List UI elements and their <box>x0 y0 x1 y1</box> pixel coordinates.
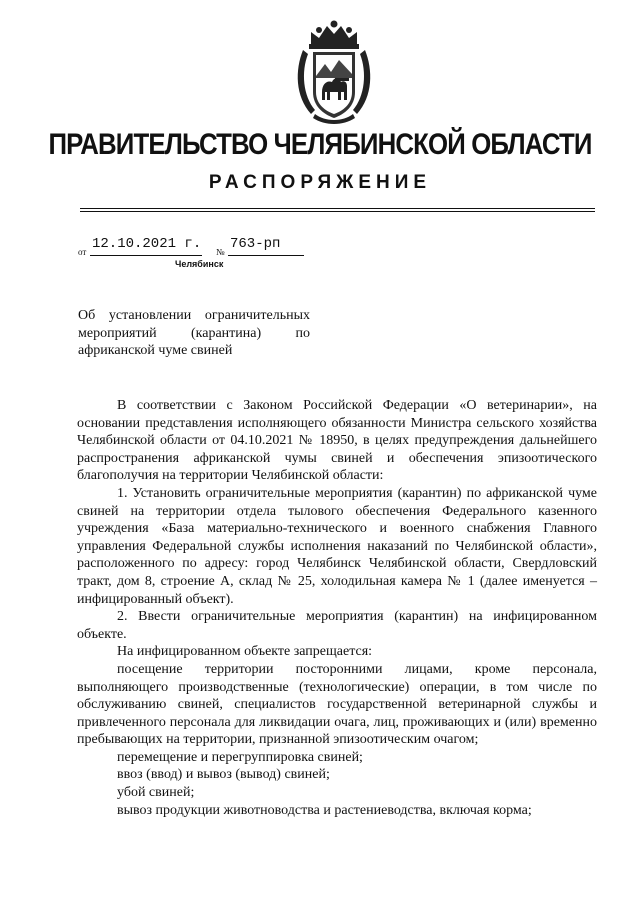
body-paragraph: перемещение и перегруппировка свиней; <box>117 749 363 765</box>
header-rule <box>80 208 595 209</box>
body-paragraph: 2. Ввести ограничительные мероприятия (карантин) на инфицированном объекте. <box>77 609 597 642</box>
body-paragraph: убой свиней; <box>117 785 195 801</box>
government-title: ПРАВИТЕЛЬСТВО ЧЕЛЯБИНСКОЙ ОБЛАСТИ <box>48 128 592 161</box>
date-prefix: от <box>78 247 87 257</box>
document-city: Челябинск <box>175 259 224 269</box>
body-paragraph: посещение территории посторонними лицами, кроме персонала, выполняющего производственные (технологические) операции, в том числе по обслуживанию свиней, специалистов государственной ветеринарной службы и привлеченного персонала для ликвидации очага, лиц, проживающих и (или) временно пребывающих на территории, признанной эпизоотическим очагом; <box>77 661 597 748</box>
body-paragraph: 1. Установить ограничительные мероприятия (карантин) по африканской чуме свиней на территории отдела тылового обеспечения Федерального казенного учреждения «База материально-технического и военного снабжения Главного управления Федеральной службы исполнения наказаний по Челябинской области», расположенного по адресу: город Челябинск Челябинской области, Свердловский тракт, дом 8, строение А, склад № 25, холодильная камера № 1 (далее именуется – инфицированный объект). <box>77 485 597 607</box>
coat-of-arms-emblem <box>289 14 379 126</box>
number-prefix: № <box>216 247 225 257</box>
subject-line: Об установлении ограничительных <box>78 308 310 323</box>
body-paragraph: ввоз (ввод) и вывоз (вывод) свиней; <box>117 767 330 783</box>
subject-line: мероприятий (карантина) по <box>78 325 310 341</box>
document-body <box>77 397 597 819</box>
header-rule-thin <box>80 211 595 212</box>
document-date: 12.10.2021 г. <box>92 236 202 252</box>
number-underline <box>228 255 304 256</box>
body-paragraph: В соответствии с Законом Российской Федерации «О ветеринарии», на основании представления исполняющего обязанности Министра сельского хозяйства Челябинской области от 04.10.2021 № 18950, в целях предупреждения дальнейшего распространения африканской чумы свиней и обеспечения эпизоотического благополучия на территории Челябинской области: <box>77 398 597 484</box>
body-paragraph: На инфицированном объекте запрещается: <box>117 644 373 660</box>
document-subject <box>78 307 310 360</box>
date-underline <box>90 255 202 256</box>
subject-line: африканской чуме свиней <box>78 343 233 358</box>
body-paragraph: вывоз продукции животноводства и растениеводства, включая корма; <box>117 802 532 818</box>
document-number: 763-рп <box>230 236 281 252</box>
document-type: РАСПОРЯЖЕНИЕ <box>208 172 432 193</box>
